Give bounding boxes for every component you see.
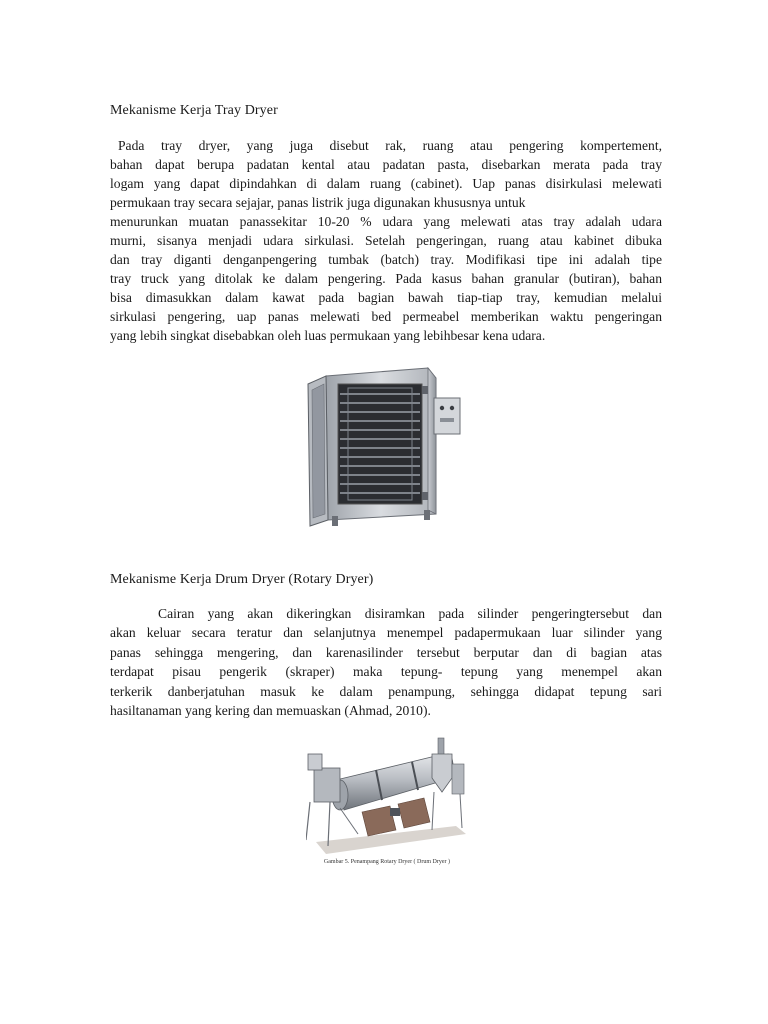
text-line: bahan dapat berupa padatan kental atau padatan pasta, disebarkan merata pada tray (110, 157, 662, 172)
text-line: permukaan tray secara sejajar, panas listrik juga digunakan khususnya untuk (110, 195, 526, 210)
tray-dryer-image (304, 364, 466, 530)
text-line: dan tray diganti denganpengering tumbak (batch) tray. Modifikasi tipe ini adalah tipe (110, 252, 662, 267)
text-line: Pada tray dryer, yang juga disebut rak, ruang atau pengering kompertement, (118, 138, 662, 153)
text-line: tray truck yang ditolak ke dalam pengering. Pada kasus bahan granular (butiran), bahan (110, 271, 662, 286)
text-line: murni, sisanya menjadi udara sirkulasi. Setelah pengeringan, ruang atau kabinet dibuka (110, 233, 662, 248)
text-line: hasiltanaman yang kering dan memuaskan (Ahmad, 2010). (110, 702, 431, 718)
text-line: yang lebih singkat disebabkan oleh luas permukaan yang lebihbesar kena udara. (110, 328, 546, 343)
text-line: menurunkan muatan panassekitar 10-20 % udara yang melewati atas tray adalah udara (110, 214, 662, 229)
text-line: logam yang dapat dipindahkan di dalam ruang (cabinet). Uap panas disirkulasi melewati (110, 176, 662, 191)
text-line: Cairan yang akan dikeringkan disiramkan pada silinder pengeringtersebut dan (158, 606, 662, 621)
text-line: terkerik danberjatuhan masuk ke dalam penampung, sehingga didapat tepung sari (110, 683, 662, 699)
section-heading-tray-dryer: Mekanisme Kerja Tray Dryer (110, 103, 278, 118)
text-line: bisa dimasukkan dalam kawat pada bagian bawah tiap-tiap tray, kemudian melalui (110, 290, 662, 305)
paragraph-tray-dryer (110, 136, 662, 345)
text-line: sirkulasi pengering, uap panas melewati bed permeabel memberikan waktu pengeringan (110, 309, 662, 324)
text-line: panas sehingga mengering, dan karenasilinder tersebut berputar dan di bagian atas (110, 644, 662, 660)
text-line: akan keluar secara teratur dan selanjutnya menempel padapermukaan luar silinder yang (110, 625, 662, 641)
rotary-dryer-image (306, 734, 468, 858)
text-line: terdapat pisau pengerik (skraper) maka tepung- tepung yang menempel akan (110, 664, 662, 680)
figure-caption: Gambar 5. Penampang Rotary Dryer ( Drum Dryer ) (323, 859, 451, 865)
section-heading-drum-dryer: Mekanisme Kerja Drum Dryer (Rotary Dryer) (110, 572, 374, 587)
paragraph-drum-dryer (110, 604, 662, 720)
